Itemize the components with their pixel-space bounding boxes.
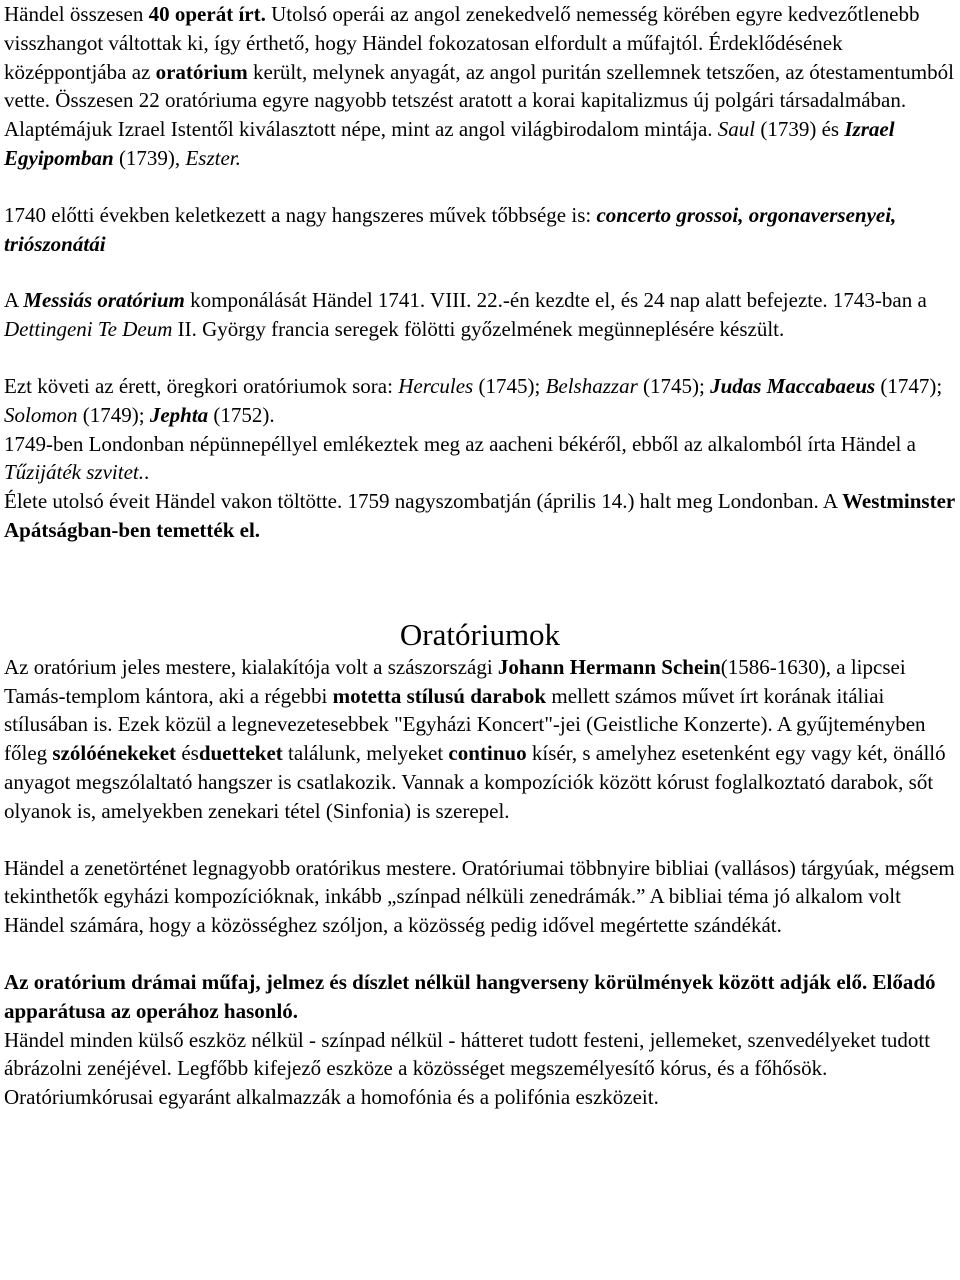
text: került, melynek anyagát, az angol puritán szellemnek tetszően, az ótestamentumból vette. Összesen 22 oratóriuma egyre nagyobb tetszést aratott a korai kapitalizmus új polgári társadalmában. Alaptémájuk Izrael Istentől kiválasztott népe, mint az angol világbirodalom mintája. — [4, 59, 954, 142]
text: mellett számos művet írt korának itáliai stílusában is. Ezek közül a legnevezetesebbek "Egyházi Koncert"-jei (Geistliche Konzerte). A gyűjteményben — [4, 683, 926, 737]
work-title-messias: Messiás oratórium — [23, 288, 185, 313]
work-title-dettingen: Dettingeni Te Deum — [4, 317, 173, 342]
spacer — [4, 545, 956, 617]
text: . — [144, 460, 150, 485]
paragraph-handel-master: Händel a zenetörténet legnagyobb oratórikus mestere. Oratóriumai többnyire bibliai (vallásos) tárgyúak, mégsem tekinthetők egyházi kompozícióknak, inkább „színpad nélküli zenedrámák.” A bibliai téma jó alkalom volt Händel számára, hogy a közösséghez szóljon, a közösség pedig idővel megértette szándékát. — [4, 855, 955, 938]
work-title-belshazzar: Belshazzar — [545, 373, 638, 398]
text: komponálását Händel 1741. VIII. 22.-én kezdte el, és 24 nap alatt befejezte. 1743-ban a — [184, 288, 927, 313]
work-title-izrael: Izrael Egyipomban — [4, 117, 895, 170]
text: főleg — [4, 741, 53, 766]
paragraph-schein — [4, 653, 956, 739]
work-title-judas: Judas Maccabaeus — [710, 373, 876, 398]
text: (1749); — [77, 402, 150, 427]
spacer — [4, 258, 956, 286]
text: 1749-ben Londonban népünnepéllyel emlékeztek meg az aacheni békéről, ebből az alkalomból írta Händel a — [4, 431, 916, 456]
work-title-hercules: Hercules — [398, 373, 474, 398]
emphasis-operas-count: 40 operát írt. — [148, 2, 266, 26]
work-title-eszter: Eszter. — [185, 145, 241, 170]
paragraph-late-oratorios — [4, 372, 956, 430]
text: Händel összesen — [4, 2, 149, 26]
paragraph-fireworks — [4, 430, 956, 488]
work-title-saul: Saul — [717, 117, 756, 142]
paragraph-handel-means: Händel minden külső eszköz nélkül - színpad nélkül - hátteret tudott festeni, jellemeket, szenvedélyeket tudott ábrázolni zenéjével. Legfőbb kifejező eszköze a közösséget megszemélyesítő kórus, és a főhősök. Oratóriumkórusai egyaránt alkalmazzák a homofónia és a polifónia eszközeit. — [4, 1027, 931, 1110]
paragraph-instrumental-works — [4, 201, 956, 259]
instrumental-works-list: concerto grossoi, orgonaversenyei, triószonátái — [4, 202, 897, 256]
text: 1740 előtti években keletkezett a nagy hangszeres művek tőbbsége is: — [4, 202, 597, 227]
section-heading-oratoriumok: Oratóriumok — [399, 616, 561, 652]
text: Az oratórium jeles mestere, kialakítója volt a szászországi — [4, 654, 498, 679]
text: (1745); — [473, 373, 546, 398]
text: II. György francia seregek fölötti győzelmének megünneplésére készült. — [172, 317, 785, 342]
paragraph-dramatic-genre: Az oratórium drámai műfaj, jelmez és díszlet nélkül hangverseny körülmények között adják elő. Előadó apparátusa az operához hasonló. — [4, 969, 936, 1023]
text: A — [4, 288, 24, 313]
emphasis-duets: duetteket — [198, 741, 283, 766]
emphasis-solo-songs: szólóénekeket — [52, 741, 177, 766]
text: (1586-1630), a lipcsei Tamás-templom kántora, aki a régebbi — [4, 654, 906, 708]
emphasis-oratorio: oratórium — [155, 59, 248, 84]
spacer — [4, 344, 956, 372]
text: (1739) és — [755, 117, 845, 142]
emphasis-westminster: Westminster Apátságban-ben temették el. — [4, 489, 955, 542]
text: és — [176, 741, 199, 766]
document-page — [4, 0, 956, 1112]
spacer — [4, 173, 956, 201]
text: (1747); — [875, 373, 943, 398]
text: Élete utolsó éveit Händel vakon töltötte. 1759 nagyszombatján (április 14.) halt meg Londonban. A — [4, 489, 843, 514]
paragraph-messiah — [4, 286, 956, 344]
paragraph-death — [4, 487, 956, 545]
text: (1745); — [637, 373, 711, 398]
emphasis-motetta: motetta stílusú darabok — [332, 683, 547, 708]
work-title-solomon: Solomon — [4, 402, 78, 427]
paragraph-solo-songs — [4, 739, 956, 825]
text: kísér, s amelyhez esetenként egy vagy két, önálló anyagot megszólaltató hangszer is csatlakozik. Vannak a kompozíciók között kórust foglalkoztató darabok, sőt olyanok is, amelyekben zenekari tétel (Sinfonia) is szerepel. — [4, 741, 946, 823]
text: találunk, melyeket — [282, 741, 449, 766]
text: (1752). — [208, 402, 275, 427]
text: Ezt követi az érett, öregkori oratóriumok sora: — [4, 373, 399, 398]
work-title-fireworks: Tűzijáték szvitet. — [4, 460, 144, 485]
text: (1739), — [113, 145, 186, 170]
spacer — [4, 940, 956, 968]
spacer — [4, 826, 956, 854]
paragraph-handel-operas — [4, 0, 956, 173]
emphasis-continuo: continuo — [448, 741, 527, 766]
text: Utolsó operái az angol zenekedvelő nemesség körében egyre kedvezőtlenebb visszhangot váltottak ki, így érthető, hogy Händel fokozatosan elfordult a műfajtól. Érdeklődésének középpontjába az — [4, 2, 920, 84]
emphasis-schein: Johann Hermann Schein — [497, 654, 721, 679]
work-title-jephta: Jephta — [149, 402, 209, 427]
